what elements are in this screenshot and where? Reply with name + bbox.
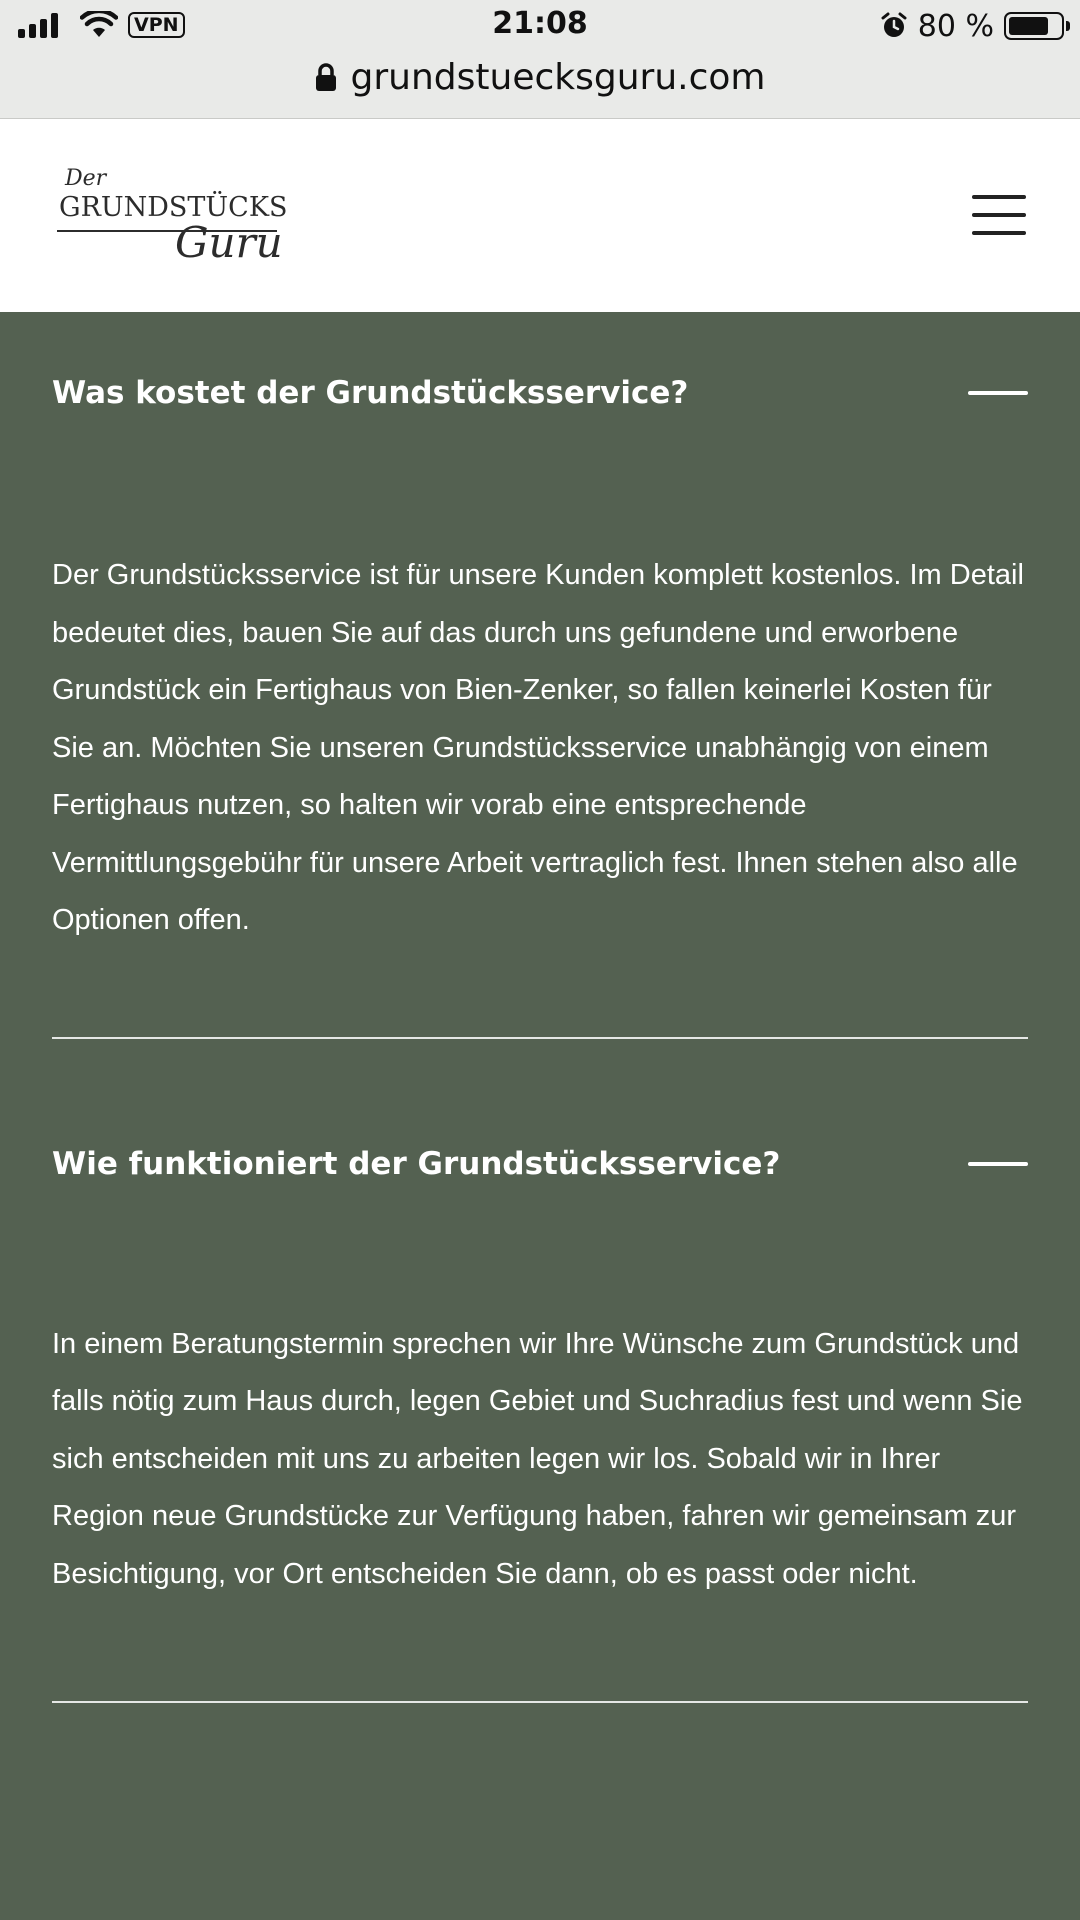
- logo-line-der: Der: [65, 166, 107, 191]
- faq-question-text: Was kostet der Grundstücksservice?: [52, 375, 689, 411]
- browser-chrome: [0, 0, 1080, 119]
- faq-question-text: Wie funktioniert der Grundstücksservice?: [52, 1145, 781, 1182]
- faq-section: [52, 312, 1028, 1703]
- faq-answer: Der Grundstücksservice ist für unsere Kunden komplett kostenlos. Im Detail bedeutet dies, bauen Sie auf das durch uns gefundene und erworbene Grundstück ein Fertighaus von Bien-Zenker, so fallen keinerlei Kosten für Sie an. Möchten Sie unseren Grundstücksservice unabhängig von einem Fertighaus nutzen, so halten wir vorab eine entsprechende Vermittlungsgebühr für unsere Arbeit vertraglich fest. Ihnen stehen also alle Optionen offen.: [52, 559, 1024, 936]
- site-header: [0, 119, 1080, 312]
- faq-question[interactable]: [52, 1142, 1028, 1186]
- minus-collapse-icon[interactable]: [968, 391, 1028, 395]
- logo-line-grundstuecks: GRUNDSTÜCKS: [59, 192, 288, 223]
- battery-fill: [1009, 17, 1048, 35]
- faq-item: [52, 371, 1028, 1039]
- site-logo[interactable]: [57, 166, 287, 276]
- status-time: 21:08: [492, 6, 588, 41]
- faq-item: [52, 1142, 1028, 1704]
- battery-icon: [1004, 12, 1064, 40]
- logo-line-guru: Guru: [175, 218, 283, 267]
- status-bar-right: [880, 9, 1064, 43]
- vpn-badge: VPN: [128, 12, 185, 38]
- url-text: grundstuecksguru.com: [350, 56, 766, 98]
- faq-answer: In einem Beratungstermin sprechen wir Ihre Wünsche zum Grundstück und falls nötig zum Haus durch, legen Gebiet und Suchradius fest und wenn Sie sich entscheiden mit uns zu arbeiten legen wir los. Sobald wir in Ihrer Region neue Grundstücke zur Verfügung haben, fahren wir gemeinsam zur Besichtigung, vor Ort entscheiden Sie dann, ob es passt oder nicht.: [52, 1327, 1023, 1590]
- faq-divider: [52, 1701, 1028, 1703]
- address-bar[interactable]: [0, 52, 1080, 102]
- minus-collapse-icon[interactable]: [968, 1162, 1028, 1166]
- lock-icon: [315, 62, 337, 92]
- alarm-clock-icon: [880, 12, 908, 40]
- faq-question[interactable]: [52, 371, 1028, 415]
- hamburger-menu-icon[interactable]: [972, 195, 1026, 235]
- battery-percent: 80 %: [917, 8, 994, 44]
- faq-divider: [52, 1037, 1028, 1039]
